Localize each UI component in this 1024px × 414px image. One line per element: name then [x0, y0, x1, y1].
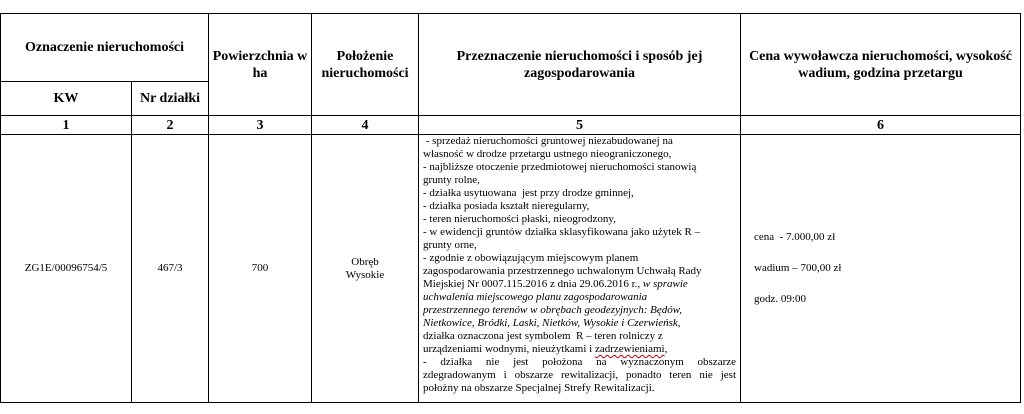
description-line: położny na obszarze Specjalnej Strefy Rewitalizacji.: [423, 382, 655, 394]
description-line: własność w drodze przetargu ustnego nieograniczonego,: [423, 148, 672, 160]
cell-parcel-no: 467/3: [132, 135, 209, 403]
auction-table: [0, 13, 1021, 403]
header-price: Cena wywoławcza nieruchomości, wysokość wadium, godzina przetargu: [741, 14, 1021, 116]
description-line: - teren nieruchomości płaski, nieogrodzony,: [423, 213, 616, 225]
location-precinct: Obręb: [351, 255, 379, 268]
starting-price: cena - 7.000,00 zł: [754, 231, 836, 243]
description-line: uchwalenia miejscowego planu zagospodarowania: [423, 291, 648, 303]
cell-area: 700: [209, 135, 312, 403]
description-line: grunty rolne,: [423, 174, 480, 186]
description-line: - sprzedaż nieruchomości gruntowej niezabudowanej na: [423, 135, 673, 147]
description-line: zdegradowanym i obszarze rewitalizacji, ponadto teren nie jest: [423, 369, 736, 381]
deposit: wadium – 700,00 zł: [754, 262, 842, 274]
description-fragment: ,: [664, 343, 668, 355]
cell-kw: ZG1E/00096754/5: [1, 135, 132, 403]
header-parcel-no: Nr działki: [132, 82, 209, 116]
description-line: - najbliższe otoczenie przedmiotowej nieruchomości stanowią: [423, 161, 697, 173]
description-line: zagospodarowania przestrzennego uchwalonym Uchwałą Rady: [423, 265, 702, 277]
column-number-2: 2: [132, 116, 209, 135]
description-fragment: urządzeniami wodnymi, nieużytkami i: [423, 343, 595, 355]
description-line: grunty orne,: [423, 239, 477, 251]
header-kw: KW: [1, 82, 132, 116]
description-line: - zgodnie z obowiązującym miejscowym planem: [423, 252, 639, 264]
cell-location: [312, 135, 419, 403]
description-line: działka oznaczona jest symbolem R – teren rolniczy z: [423, 330, 663, 342]
description-line: przestrzennego terenów w obrębach geodezyjnych: Będów,: [423, 304, 683, 316]
description-line: - w ewidencji gruntów działka sklasyfikowana jako użytek R –: [423, 226, 701, 238]
description-line: [423, 343, 736, 356]
description-line: - działka usytuowana jest przy drodze gminnej,: [423, 187, 634, 199]
location-name: Wysokie: [345, 268, 385, 281]
description-line: Nietkowice, Bródki, Laski, Nietków, Wysokie i Czerwieńsk,: [423, 317, 681, 329]
resolution-subject: w sprawie: [640, 278, 688, 290]
header-designation: Oznaczenie nieruchomości: [1, 14, 209, 82]
cell-price: [741, 135, 1021, 403]
column-number-1: 1: [1, 116, 132, 135]
column-number-4: 4: [312, 116, 419, 135]
table-row: [1, 135, 1021, 403]
description-line: - działka posiada kształt nieregularny,: [423, 200, 590, 212]
auction-time: godz. 09:00: [754, 293, 806, 305]
description-line: [423, 278, 736, 291]
resolution-ref: Miejskiej Nr 0007.115.2016 z dnia 29.06.2016 r.,: [423, 278, 641, 290]
header-area: Powierzchnia w ha: [209, 14, 312, 116]
description-line: - działka nie jest położona na wyznaczonym obszarze: [423, 356, 736, 368]
cell-description: [419, 135, 741, 403]
misspelled-word: zadrzewieniami: [594, 343, 665, 355]
column-number-3: 3: [209, 116, 312, 135]
header-purpose: Przeznaczenie nieruchomości i sposób jej zagospodarowania: [419, 14, 741, 116]
header-location: Położenie nieruchomości: [312, 14, 419, 116]
column-number-6: 6: [741, 116, 1021, 135]
column-number-5: 5: [419, 116, 741, 135]
